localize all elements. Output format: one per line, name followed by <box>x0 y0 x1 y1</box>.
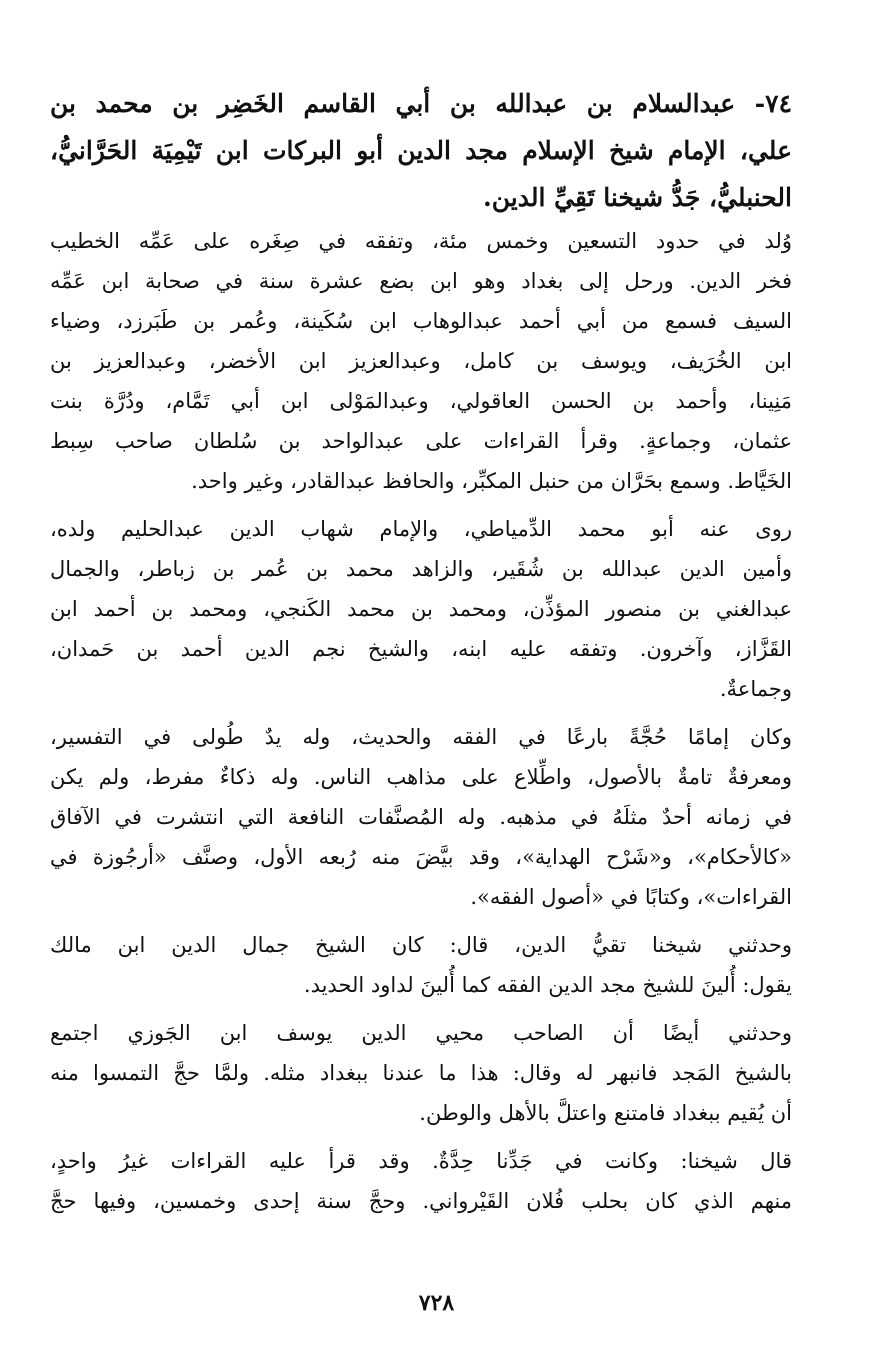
paragraph-ibn-aljawzi <box>50 1013 792 1133</box>
heading-line: الحنبليُّ، جَدُّ شيخنا تَقِيِّ الدين. <box>483 183 792 212</box>
paragraph-line: عبدالغني بن منصور المؤذِّن، ومحمد بن محمد الكَنجي، ومحمد بن أحمد ابن <box>50 597 792 621</box>
paragraph-line: روى عنه أبو محمد الدِّمياطي، والإمام شهاب الدين عبدالحليم ولده، <box>50 517 792 541</box>
paragraph-line: بالشيخ المَجد فانبهر له وقال: هذا ما عندنا ببغداد مثله. ولمَّا حجَّ التمسوا منه <box>50 1061 792 1085</box>
paragraph-line: الخَيَّاط. وسمع بحَرَّان من حنبل المكبِّر، والحافظ عبدالقادر، وغير واحد. <box>191 469 792 493</box>
paragraph-line: وحدثني أيضًا أن الصاحب محيي الدين يوسف ابن الجَوزي اجتمع <box>50 1021 792 1045</box>
paragraph-line: وأمين الدين عبدالله بن شُقَير، والزاهد محمد بن عُمر بن زباطر، والجمال <box>50 557 792 581</box>
paragraph-line: وحدثني شيخنا تقيُّ الدين، قال: كان الشيخ جمال الدين ابن مالك <box>50 933 792 957</box>
paragraph-ibn-malik <box>50 925 792 1005</box>
paragraph-temperament <box>50 1141 792 1221</box>
paragraph-line: أن يُقيم ببغداد فامتنع واعتلَّ بالأهل والوطن. <box>419 1101 792 1125</box>
paragraph-line: وُلد في حدود التسعين وخمس مئة، وتفقه في صِغَره على عَمِّه الخطيب <box>50 229 792 253</box>
paragraph-line: «كالأحكام»، و«شَرْح الهداية»، وقد بيَّضَ منه رُبعه الأول، وصنَّف «أرجُوزة في <box>50 845 792 869</box>
paragraph-line: قال شيخنا: وكانت في جَدِّنا حِدَّةٌ. وقد قرأ عليه القراءات غيرُ واحدٍ، <box>50 1149 792 1173</box>
paragraph-line: يقول: أُلينَ للشيخ مجد الدين الفقه كما أُلينَ لداود الحديد. <box>303 973 792 997</box>
heading-line: علي، الإمام شيخ الإسلام مجد الدين أبو البركات ابن تَيْمِيَة الحَرَّانيُّ، <box>50 136 792 165</box>
paragraph-line: القَزَّاز، وآخرون. وتفقه عليه ابنه، والشيخ نجم الدين أحمد بن حَمدان، <box>50 637 792 661</box>
paragraph-line: فخر الدين. ورحل إلى بغداد وهو ابن بضع عشرة سنة في صحابة ابن عَمِّه <box>50 269 792 293</box>
page-number: ٧٢٨ <box>418 1290 455 1316</box>
page-body <box>50 80 792 1221</box>
paragraph-line: في زمانه أحدٌ مثلَهُ في مذهبه. وله المُصنَّفات النافعة التي انتشرت في الآفاق <box>50 805 792 829</box>
heading-line: ٧٤- عبدالسلام بن عبدالله بن أبي القاسم الخَضِر بن محمد بن <box>50 89 792 118</box>
paragraph-scholarship <box>50 717 792 917</box>
paragraph-line: مَنِينا، وأحمد بن الحسن العاقولي، وعبدالمَوْلى ابن أبي تَمَّام، ودُرَّة بنت <box>50 389 792 413</box>
paragraph-narrators <box>50 509 792 709</box>
paragraph-line: ومعرفةٌ تامةٌ بالأصول، واطِّلاع على مذاهب الناس. وله ذكاءٌ مفرط، ولم يكن <box>50 765 792 789</box>
paragraph-line: القراءات»، وكتابًا في «أصول الفقه». <box>470 885 792 909</box>
entry-heading <box>50 80 792 221</box>
paragraph-line: ابن الخُرَيف، ويوسف بن كامل، وعبدالعزيز ابن الأخضر، وعبدالعزيز بن <box>50 349 792 373</box>
paragraph-line: منهم الذي كان بحلب فُلان القَيْرواني. وحجَّ سنة إحدى وخمسين، وفيها حجَّ <box>50 1189 792 1213</box>
paragraph-line: عثمان، وجماعةٍ. وقرأ القراءات على عبدالواحد بن سُلطان صاحب سِبط <box>50 429 792 453</box>
paragraph-line: وكان إمامًا حُجَّةً بارعًا في الفقه والحديث، وله يدٌ طُولى في التفسير، <box>50 725 792 749</box>
paragraph-birth <box>50 221 792 501</box>
paragraph-line: السيف فسمع من أبي أحمد عبدالوهاب ابن سُكَينة، وعُمر بن طَبَرزد، وضياء <box>50 309 792 333</box>
paragraph-line: وجماعةٌ. <box>719 677 792 701</box>
